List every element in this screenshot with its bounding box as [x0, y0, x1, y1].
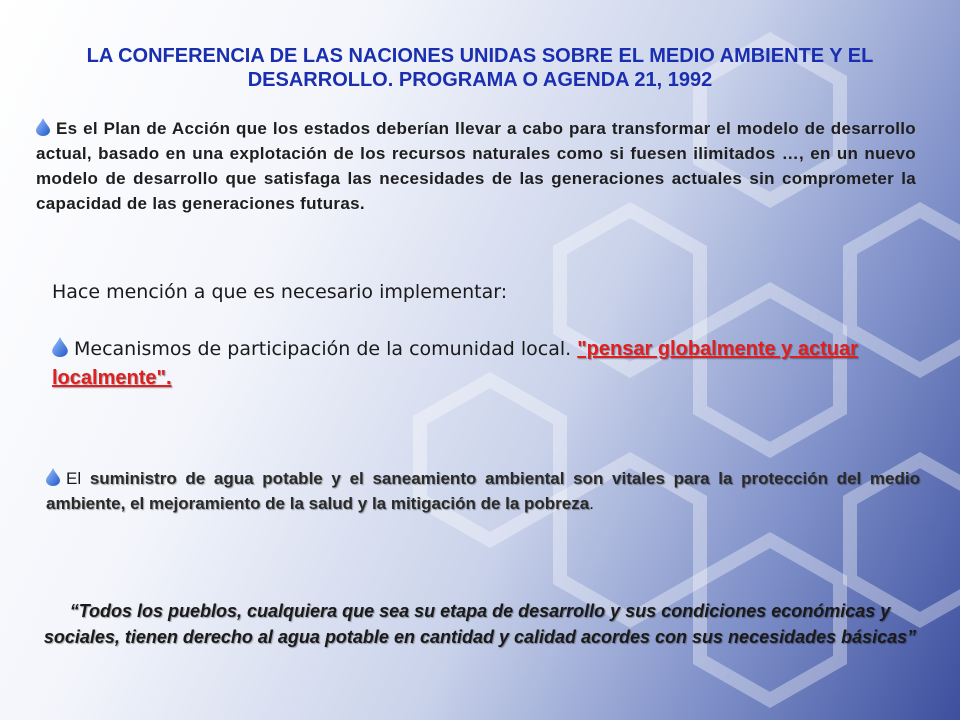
title-line-1: LA CONFERENCIA DE LAS NACIONES UNIDAS SOBRE EL MEDIO AMBIENTE Y EL — [86, 45, 874, 67]
slide-title — [40, 44, 920, 92]
mechanisms-text: Mecanismos de participación de la comunidad local. — [74, 338, 578, 360]
water-drop-icon — [52, 337, 68, 357]
definition-text: Es el Plan de Acción que los estados deberían llevar a cabo para transformar el modelo de desarrollo actual, basado en una explotación de los recursos naturales como si fuesen ilimitados …, en un nuevo modelo de desarrollo que satisfaga las necesidades de las generaciones actuales sin comprometer la capacidad de las generaciones futuras. — [36, 119, 916, 213]
water-supply-bullet — [46, 466, 920, 516]
water-suffix: . — [589, 494, 594, 513]
water-drop-icon — [46, 468, 60, 486]
water-prefix: El — [66, 469, 90, 488]
water-statement: suministro de agua potable y el saneamiento ambiental son vitales para la protección del medio ambiente, el mejoramiento de la salud y la mitigación de la pobreza — [46, 469, 920, 513]
mechanisms-bullet — [52, 335, 912, 393]
intro-heading: Hace mención a que es necesario implementar: — [52, 281, 508, 303]
water-drop-icon — [36, 118, 50, 136]
title-line-2: DESARROLLO. PROGRAMA O AGENDA 21, 1992 — [247, 69, 713, 91]
motto-highlight: "pensar globalmente y actuar localmente". — [52, 338, 858, 389]
agenda-definition-paragraph — [36, 116, 916, 216]
closing-quote: “Todos los pueblos, cualquiera que sea su etapa de desarrollo y sus condiciones económicas y sociales, tienen derecho al agua potable en cantidad y calidad acordes con sus necesidades básicas” — [43, 601, 917, 647]
